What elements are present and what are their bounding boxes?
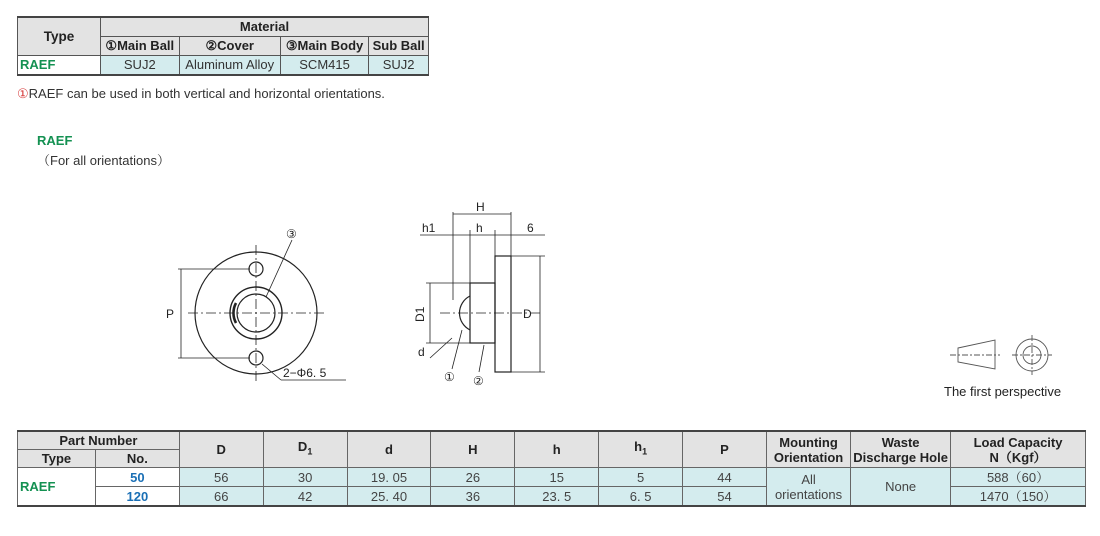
no-cell: 120 [95,487,179,507]
note-text: RAEF can be used in both vertical and horizontal orientations. [28,86,385,101]
hole-label: 2−Φ6. 5 [283,366,327,380]
material-col-cover: ②Cover [179,37,280,56]
material-col-main-body: ③Main Body [280,37,368,56]
flange-side [495,256,511,372]
table-row [18,468,1086,487]
material-main-ball-value: SUJ2 [101,56,180,76]
mounting-cell: All orientations [766,468,850,507]
col-load-unit: N（Kgf） [989,449,1047,465]
callout-2-leader [479,345,484,372]
label-d: d [418,345,425,359]
material-header: Material [101,17,429,37]
note-mark: ① [17,86,29,101]
col-h1-main: h [634,439,643,455]
col-h1 [599,431,683,468]
col-D: D [179,431,263,468]
cell-H: 26 [431,468,515,487]
col-h: h [515,431,599,468]
col-waste: Waste Discharge Hole [851,431,951,468]
cell-h1: 5 [599,468,683,487]
cell-D: 56 [179,468,263,487]
hole-leader [262,364,281,380]
label-h: h [476,221,483,235]
col-d: d [347,431,431,468]
front-view [178,240,346,381]
label-D: D [523,307,532,321]
cell-D1: 42 [263,487,347,507]
material-type-header: Type [18,17,101,56]
material-sub-ball-value: SUJ2 [369,56,429,76]
callout-1: ① [444,370,455,384]
callout-3: ③ [286,227,297,241]
callout-3-leader [266,240,292,297]
cell-H: 36 [431,487,515,507]
d-leader [430,338,452,358]
col-D1-main: D [297,439,308,455]
cell-P: 44 [683,468,767,487]
material-col-main-ball: ①Main Ball [101,37,180,56]
col-load-main: Load Capacity [973,434,1063,450]
cell-load: 588（60） [951,468,1086,487]
label-p: P [166,307,175,321]
col-load [951,431,1086,468]
projection-symbol [950,335,1052,375]
cell-D: 66 [179,487,263,507]
perspective-label: The first perspective [944,384,1062,399]
col-P: P [683,431,767,468]
col-D1-sub: 1 [307,446,313,457]
col-h1-sub: 1 [642,446,648,457]
material-cover-value: Aluminum Alloy [179,56,280,76]
col-type: Type [18,450,96,468]
type-cell: RAEF [18,468,96,507]
label-D1: D1 [413,306,427,322]
callout-2: ② [473,374,484,388]
cell-d: 25. 40 [347,487,431,507]
cell-h1: 6. 5 [599,487,683,507]
col-mounting: Mounting Orientation [766,431,850,468]
section-subtitle: （For all orientations） [37,153,170,168]
col-D1 [263,431,347,468]
label-H: H [476,200,485,214]
cell-d: 19. 05 [347,468,431,487]
spec-table [17,430,1086,507]
cell-h: 15 [515,468,599,487]
no-cell: 50 [95,468,179,487]
material-row-type: RAEF [18,56,101,76]
material-col-sub-ball: Sub Ball [369,37,429,56]
section-title: RAEF [37,133,73,148]
waste-cell: None [851,468,951,507]
label-6: 6 [527,221,534,235]
cell-h: 23. 5 [515,487,599,507]
part-number-header: Part Number [18,431,180,450]
cell-D1: 30 [263,468,347,487]
material-main-body-value: SCM415 [280,56,368,76]
cell-load: 1470（150） [951,487,1086,507]
projection-cone [958,340,995,369]
side-view [420,212,545,372]
col-H: H [431,431,515,468]
cell-P: 54 [683,487,767,507]
col-no: No. [95,450,179,468]
callout-1-leader [452,330,462,369]
label-h1: h1 [422,221,436,235]
